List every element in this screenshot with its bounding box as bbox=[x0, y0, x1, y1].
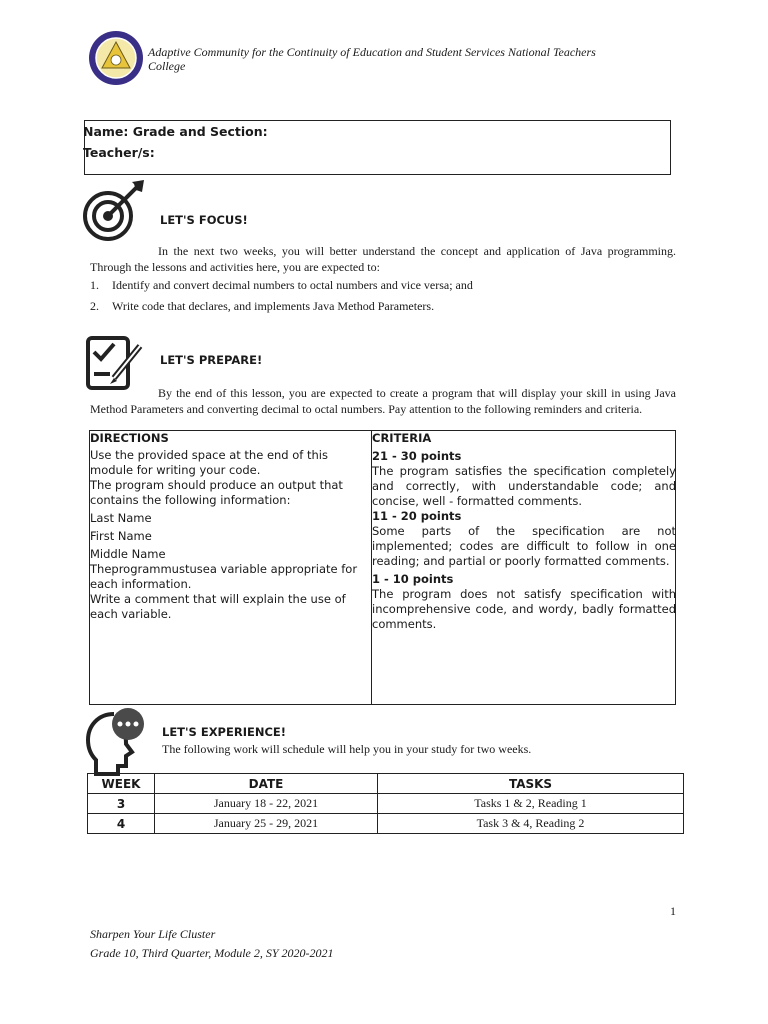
directions-header: DIRECTIONS bbox=[90, 431, 169, 445]
college-logo bbox=[88, 30, 144, 86]
direction-item: The program should produce an output that contains the following information: bbox=[90, 478, 343, 507]
week-cell: 3 bbox=[88, 794, 155, 814]
direction-item: Write a comment that will explain the use of each variable. bbox=[90, 592, 346, 621]
direction-item: Last Name bbox=[90, 511, 152, 525]
experience-title: LET'S EXPERIENCE! bbox=[162, 725, 286, 739]
tasks-cell: Tasks 1 & 2, Reading 1 bbox=[378, 794, 684, 814]
week-header: WEEK bbox=[88, 774, 155, 794]
experience-intro: The following work will schedule will help you in your study for two weeks. bbox=[162, 742, 532, 756]
institution-name: Adaptive Community for the Continuity of Education and Student Services National Teachers College bbox=[148, 45, 596, 73]
criteria-desc-1: The program satisfies the specification completely and correctly, with understandable code; and concise, well - formatted comments. bbox=[372, 464, 676, 508]
target-icon bbox=[82, 178, 148, 244]
focus-item-1: 1. Identify and convert decimal numbers to octal numbers and vice versa; and bbox=[90, 278, 473, 292]
date-cell: January 25 - 29, 2021 bbox=[155, 814, 378, 834]
name-box bbox=[84, 120, 671, 175]
footer-cluster: Sharpen Your Life Cluster bbox=[90, 927, 216, 941]
date-cell: January 18 - 22, 2021 bbox=[155, 794, 378, 814]
direction-item: Theprogrammustusea variable appropriate for each information. bbox=[90, 562, 358, 591]
criteria-header: CRITERIA bbox=[372, 431, 432, 445]
criteria-table bbox=[89, 430, 676, 705]
criteria-points-1: 21 - 30 points bbox=[372, 449, 462, 463]
name-grade-section-label: Name: Grade and Section: bbox=[83, 124, 268, 139]
criteria-points-3: 1 - 10 points bbox=[372, 572, 454, 586]
table-row bbox=[88, 794, 684, 814]
schedule-header-row bbox=[88, 774, 684, 794]
footer-module: Grade 10, Third Quarter, Module 2, SY 2020-2021 bbox=[90, 946, 334, 960]
focus-title: LET'S FOCUS! bbox=[160, 213, 248, 227]
tasks-header: TASKS bbox=[378, 774, 684, 794]
schedule-table bbox=[87, 773, 684, 834]
criteria-desc-2: Some parts of the specification are not implemented; codes are difficult to follow in one reading; and partial or poorly formatted comments. bbox=[372, 524, 676, 568]
criteria-points-2: 11 - 20 points bbox=[372, 509, 462, 523]
focus-item-2: 2. Write code that declares, and implements Java Method Parameters. bbox=[90, 299, 435, 313]
tasks-cell: Task 3 & 4, Reading 2 bbox=[378, 814, 684, 834]
criteria-column bbox=[372, 431, 676, 632]
direction-item: First Name bbox=[90, 529, 152, 543]
prepare-title: LET'S PREPARE! bbox=[160, 353, 263, 367]
head-speech-bubble-icon bbox=[84, 706, 150, 778]
prepare-intro: By the end of this lesson, you are expected to create a program that will display your skill in using Java Method Parameters and converting decimal to octal numbers. Pay attention to the following reminders and criteria. bbox=[90, 386, 676, 416]
teacher-label: Teacher/s: bbox=[83, 145, 155, 160]
criteria-desc-3: The program does not satisfy specification with incomprehensive code, and wordy, badly formatted comments. bbox=[372, 587, 676, 631]
direction-item: Middle Name bbox=[90, 547, 166, 561]
table-row bbox=[88, 814, 684, 834]
week-cell: 4 bbox=[88, 814, 155, 834]
direction-item: Use the provided space at the end of this module for writing your code. bbox=[90, 448, 328, 477]
date-header: DATE bbox=[155, 774, 378, 794]
focus-intro: In the next two weeks, you will better understand the concept and application of Java programming. Through the lessons and activities here, you are expected to: bbox=[90, 244, 676, 274]
checklist-pencil-icon bbox=[84, 334, 148, 392]
page-number: 1 bbox=[670, 904, 676, 918]
directions-column bbox=[90, 431, 370, 622]
